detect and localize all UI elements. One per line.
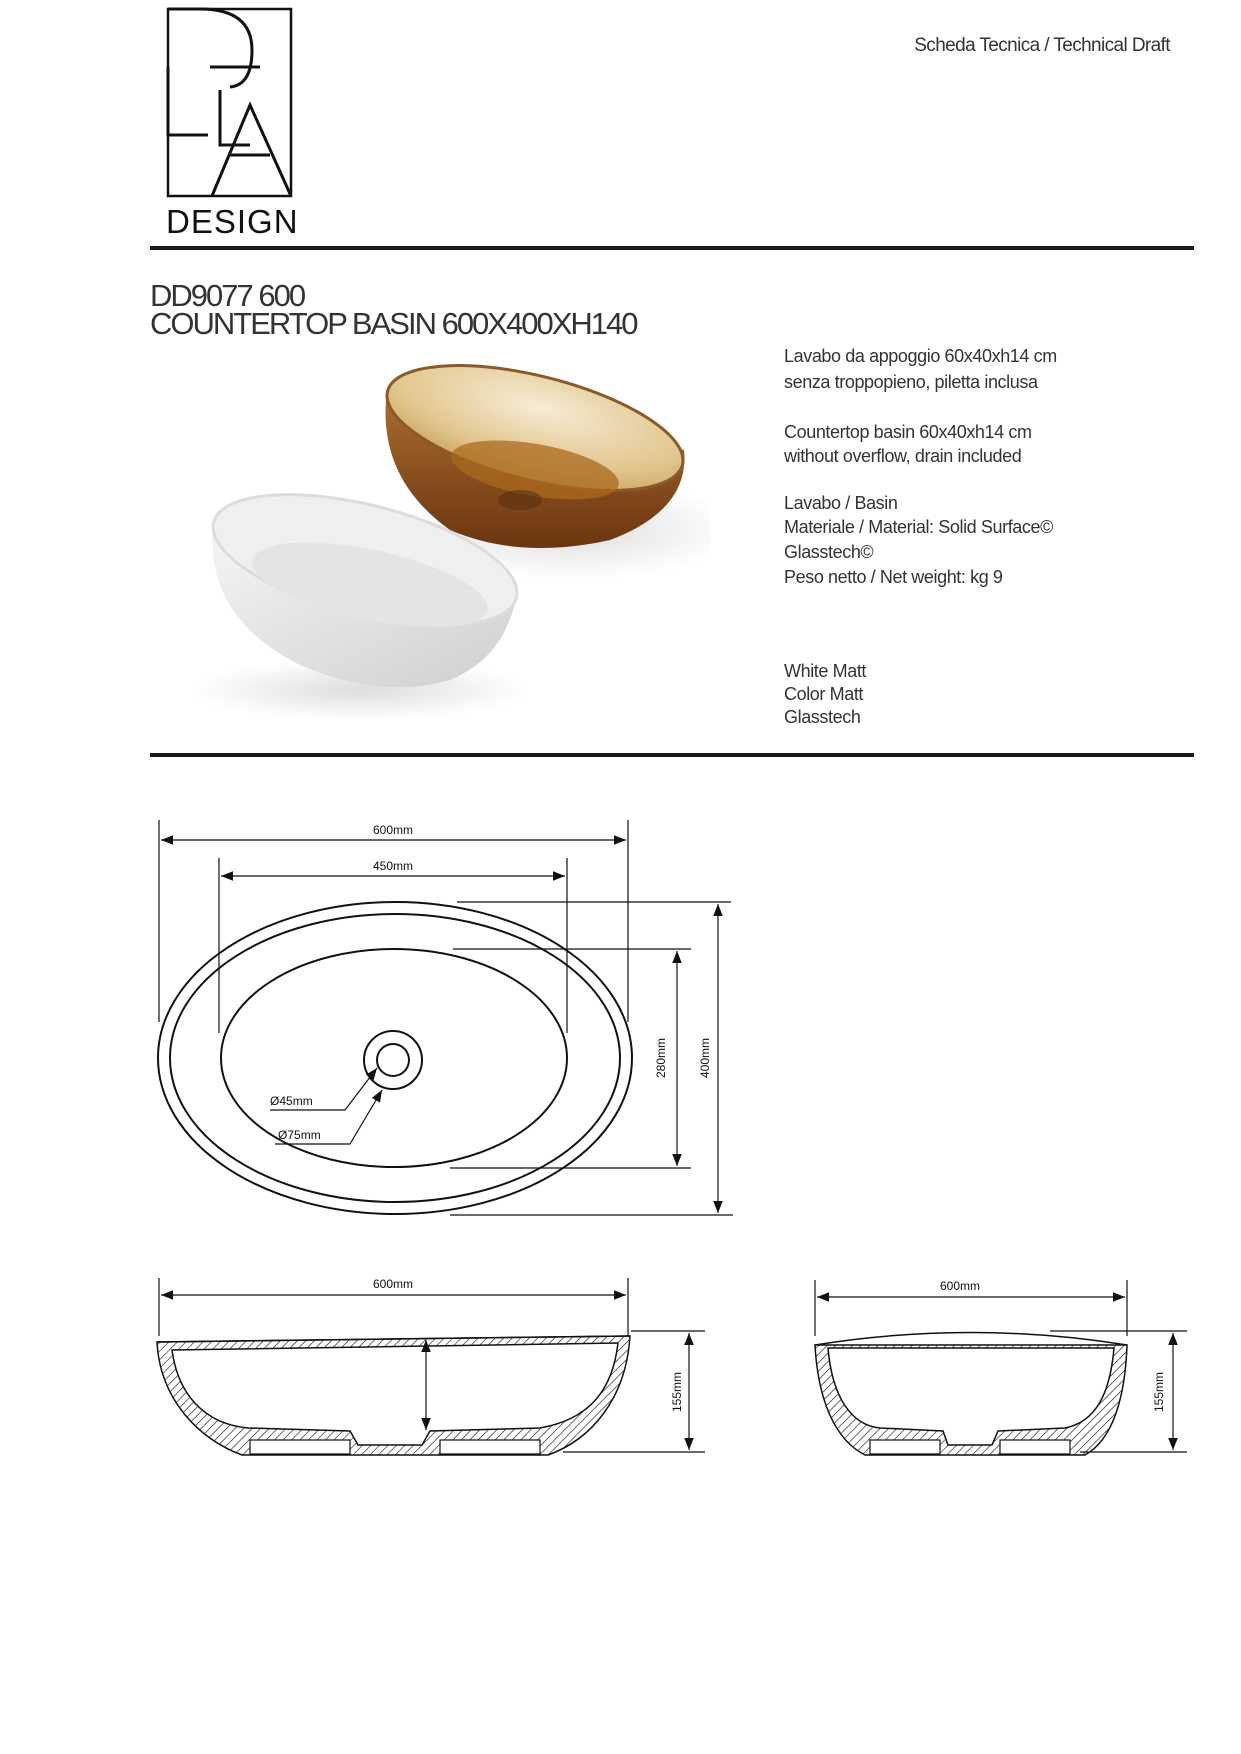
spec-material-2: Glasstech© — [784, 542, 874, 562]
product-name: COUNTERTOP BASIN 600X400XH140 — [150, 306, 637, 341]
dim-drain-45: Ø45mm — [270, 1094, 313, 1108]
spec-weight: Peso netto / Net weight: kg 9 — [784, 567, 1003, 587]
description-it-line-2: senza troppopieno, piletta inclusa — [784, 372, 1038, 392]
dim-drain-75: Ø75mm — [278, 1128, 321, 1142]
front-view — [157, 1278, 705, 1455]
dim-side-height: 155mm — [1152, 1371, 1166, 1413]
spec-material: Materiale / Material: Solid Surface© — [784, 517, 1053, 537]
side-view — [815, 1280, 1187, 1455]
dim-front-width: 600mm — [372, 1277, 414, 1291]
finish-glasstech: Glasstech — [784, 707, 861, 727]
finish-white-matt: White Matt — [784, 661, 867, 681]
dim-side-width: 600mm — [939, 1279, 981, 1293]
top-view — [158, 820, 733, 1215]
finish-color-matt: Color Matt — [784, 684, 864, 704]
logo-subtitle: DESIGN — [166, 203, 299, 240]
description-it-line-1: Lavabo da appoggio 60x40xh14 cm — [784, 346, 1057, 366]
product-code: DD9077 600 — [150, 278, 305, 313]
spec-type: Lavabo / Basin — [784, 493, 898, 513]
document-type: Scheda Tecnica / Technical Draft — [914, 35, 1170, 56]
dim-depth: 400mm — [698, 1037, 712, 1079]
description-en-line-2: without overflow, drain included — [784, 446, 1022, 466]
dim-front-height: 155mm — [670, 1371, 684, 1413]
dim-top-width: 600mm — [372, 823, 414, 837]
description-en-line-1: Countertop basin 60x40xh14 cm — [784, 422, 1032, 442]
dim-top-inner-width: 450mm — [372, 859, 414, 873]
dim-inner-depth: 280mm — [654, 1037, 668, 1079]
